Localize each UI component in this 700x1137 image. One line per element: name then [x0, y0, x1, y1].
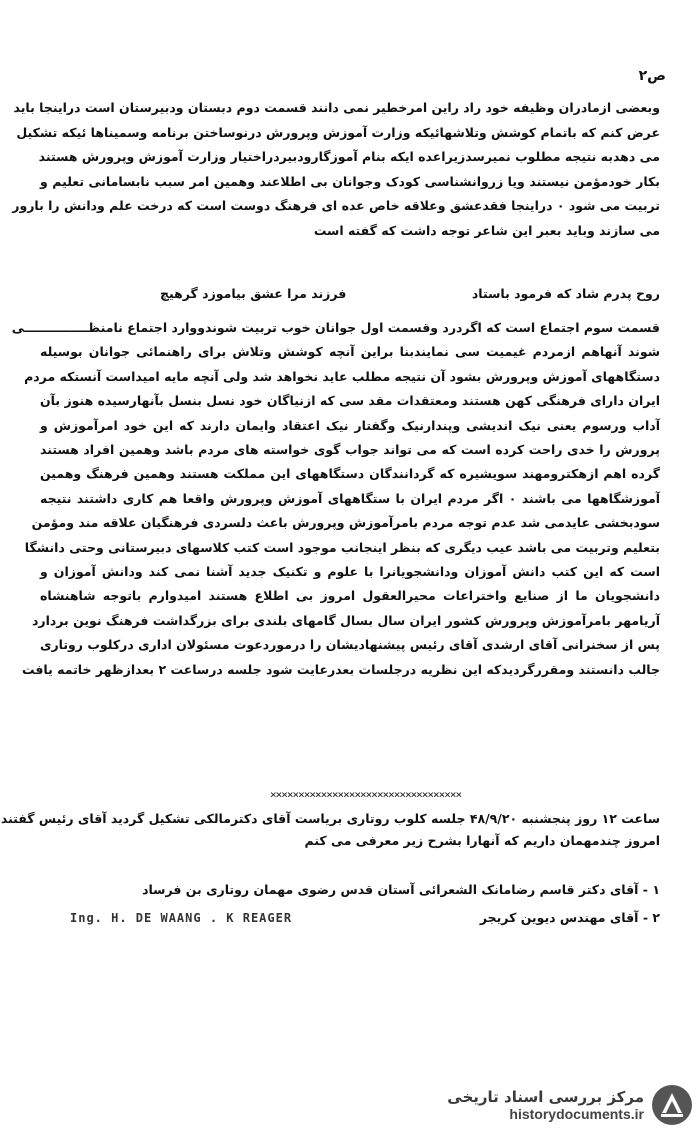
text-line: می دهدبه نتیجه مطلوب نمیرسدزیراعده ایکه بنام آموزگارودبیردراختیار وزارت آموزش وپرورش هستند	[38, 149, 660, 165]
text-line: قسمت سوم اجتماع است که اگردرد وقسمت اول جوانان خوب تربیت شوندووارد اجتماع نامنظـــــــــــــــی	[11, 320, 660, 335]
text-line: گرده اهم ازهکترومهند سویشیره که گردانندگان دستگاههای این مملکت هستند وهمین فرهنگ وهمین	[40, 466, 660, 482]
text-line: است که این کتب دانش آموزان ودانشجویانرا با علوم و تکنیک جدید آشنا نمی کند ودانش آموزان و	[40, 564, 660, 580]
verse-line-1: روح پدرم شاد که فرمود باستاد	[471, 286, 660, 301]
text-line: سودبخشی عایدمی شد عدم توجه مردم بامرآموزش وپرورش باعث دلسردی فرهنگیان علاقه مند ومؤمن	[31, 515, 660, 531]
text-line: می سازند وباید بعبر این شاعر توجه داشت که گفته است	[313, 222, 660, 238]
text-line: پرورش را خدی راحت کرده است که می تواند جواب گوی خواسته های مردم باشد وهمین افراد هستند	[40, 442, 660, 458]
text-line: پس از سخنرانی آقای ارشدی آقای رئیس پیشنهادیشان را درموردعوت مسئولان اداری درکلوب روتاری	[40, 637, 660, 653]
text-line: تربیت می شود ۰ دراینجا فقدعشق وعلاقه خاص عده ای فرهنگ دوست است که درخت علم ودانش را بارور	[12, 198, 660, 214]
text-line: عرض کنم که باتمام کوشش وتلاشهائیکه وزارت آموزش وپرورش درنوساختن برنامه وسمیناها ئیکه تشکیل	[16, 124, 660, 140]
text-line: امروز چندمهمان داریم که آنهارا بشرح زیر معرفی می کنم	[304, 833, 660, 848]
section-divider: ××××××××××××××××××××××××××××××××××	[270, 788, 462, 801]
text-line: وبعضی ازمادران وظیفه خود راد راین امرخطیر نمی دانند قسمت دوم دبستان ودبیرستان است دراینجا باید	[13, 100, 660, 115]
paragraph-intro	[12, 96, 660, 244]
text-line: بتعلیم وتربیت می باشد عیب دیگری که بنظر اینجانب موجود است کتب کلاسهای دبیرستانی وحتی دانشگا	[24, 539, 660, 555]
page-number: ص۲	[638, 68, 666, 84]
guest-item	[40, 904, 660, 932]
text-line: آموزشگاهها می باشند ۰ اگر مردم ایران با ستگاههای آموزش وپرورش واقعا هم کاری داشتند نتیجه	[40, 490, 660, 506]
guest-list	[40, 876, 660, 932]
guest-text: ۱ - آقای دکتر قاسم رضامانک الشعرائی آستان قدس رضوی مهمان روتاری بن فرساد	[142, 882, 660, 897]
text-line: شوند آنهاهم ازمردم غیمیت سی نمایندبنا براین آنچه کوشش وتلاش برای راهنمائی جوانان بوسیله	[40, 344, 660, 360]
guest-item	[40, 876, 660, 904]
text-line: جالب دانستند ومقررگردیدکه این نظریه درجلسات بعدرعایت شود جلسه درساعت ۲ بعدازظهر خاتمه یافت	[22, 661, 660, 677]
text-line: بکار خودمؤمن نیستند ویا زروانشناسی کودک وجوانان بی اطلاعند وهمین امر سبب نابسامانی تعلیم و	[40, 173, 660, 189]
watermark-url: historydocuments.ir	[509, 1106, 644, 1122]
poem-verse	[40, 286, 660, 301]
guest-latin-name: Ing. H. DE WAANG . K REAGER	[70, 911, 293, 925]
text-line: ایران دارای فرهنگی کهن هستند ومعتقدات مقد سی که ازنیاگان خود نسل بنسل بآنهارسیده هنوز بآن	[40, 393, 660, 409]
paragraph-main	[11, 316, 660, 682]
text-line: دستگاههای آموزش وپرورش بشود آن نتیجه مطلب عاید نخواهد شد ولی آنچه مایه امیداست آنستکه مردم	[24, 368, 660, 384]
verse-line-2: فرزند مرا عشق بیاموزد گرهیچ	[160, 286, 347, 301]
text-line: دانشجویان ما از صنایع واختراعات محیرالعقول امروز بی اطلاع هستند امیدوارم باتوجه شاهنشاه	[40, 588, 660, 604]
text-line: آریامهر بامرآموزش وپرورش کشور ایران سال بسال گامهای بلندی برای بزرگداشت فرهنگ نوین بردارد	[31, 612, 660, 628]
text-line: آداب ورسوم یعنی نیک اندیشی وپندارنیک وگفتار نیک اعتقاد وایمان دارند که این خود امرآموزش و	[40, 417, 660, 433]
guest-text: ۲ - آقای مهندس دیوین کریجر	[479, 910, 660, 925]
text-line: ساعت ۱۲ روز پنجشنبه ۴۸/۹/۲۰ جلسه کلوب روتاری بریاست آقای دکترمالکی تشکیل گردید آقای رئیس گفتند	[0, 811, 660, 826]
watermark-title: مرکز بررسی اسناد تاریخی	[447, 1088, 644, 1106]
session-intro	[0, 808, 660, 852]
watermark	[447, 1083, 694, 1127]
archive-logo-icon	[650, 1083, 694, 1127]
